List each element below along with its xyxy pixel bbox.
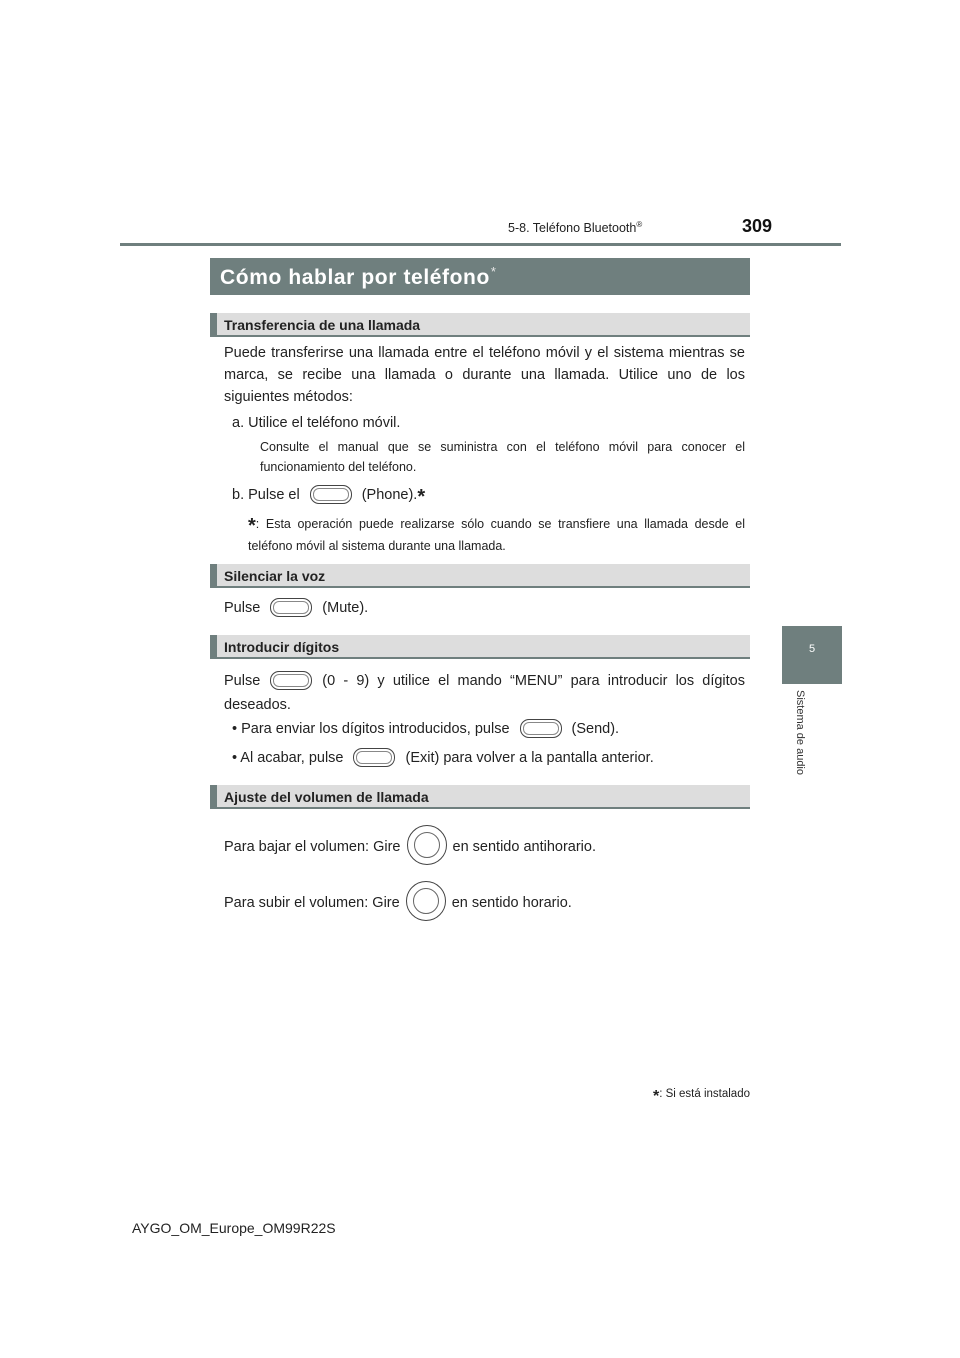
volume-knob-icon <box>406 881 446 921</box>
transfer-item-b <box>232 484 742 508</box>
subheading-transfer <box>210 313 750 337</box>
page-footnote-text: : Si está instalado <box>659 1088 750 1100</box>
mute-suffix: (Mute). <box>322 600 369 616</box>
volume-down-prefix: Para bajar el volumen: Gire <box>224 838 401 855</box>
subheading-volume-text: Ajuste del volumen de llamada <box>224 789 429 805</box>
transfer-footnote-text: : Esta operación puede realizarse sólo cuando se transfiere una llamada desde el teléfono móvil al sistema durante una llamada. <box>248 517 745 553</box>
digits-bullet-exit-suffix: (Exit) para volver a la pantalla anterior. <box>405 750 654 766</box>
transfer-intro: Puede transferirse una llamada entre el teléfono móvil y el sistema mientras se marca, se recibe una llamada o durante una llamada. Utilice uno de los siguientes métodos: <box>224 345 745 405</box>
item-b-asterisk: * <box>417 486 426 508</box>
mute-instruction <box>224 597 745 619</box>
digits-prefix: Pulse <box>224 673 261 689</box>
digits-bullet-exit-prefix: • Al acabar, pulse <box>232 750 344 766</box>
send-button-icon <box>520 719 562 738</box>
digits-bullet-exit <box>232 747 742 769</box>
transfer-item-b-suffix: (Phone). <box>361 487 418 503</box>
chapter-tab-label: Sistema de audio <box>794 690 806 775</box>
volume-up-suffix: en sentido horario. <box>451 894 572 911</box>
volume-down-instruction <box>224 827 745 867</box>
volume-up-instruction <box>224 883 745 923</box>
page-footnote <box>600 1088 750 1106</box>
header-rule <box>120 243 841 246</box>
subheading-transfer-text: Transferencia de una llamada <box>224 317 421 333</box>
section-header-text: 5-8. Teléfono Bluetooth <box>508 221 637 236</box>
chapter-tab: 5 <box>782 626 842 684</box>
document-code: AYGO_OM_Europe_OM99R22S <box>132 1220 336 1236</box>
transfer-item-a: a. Utilice el teléfono móvil. <box>232 415 401 431</box>
volume-knob-icon <box>407 825 447 865</box>
digits-instruction <box>224 669 745 717</box>
subheading-digits <box>210 635 750 659</box>
page-title-text: Cómo hablar por teléfono <box>220 266 490 289</box>
digits-suffix: (0 - 9) y utilice el mando “MENU” para introducir los dígitos deseados. <box>224 673 745 713</box>
mute-prefix: Pulse <box>224 600 261 616</box>
transfer-footnote <box>248 514 745 556</box>
page-title <box>220 264 497 290</box>
registered-mark: ® <box>636 220 643 229</box>
page-footnote-asterisk: * <box>652 1088 660 1105</box>
section-header <box>508 220 642 235</box>
footnote-asterisk: * <box>248 515 256 537</box>
page-number: 309 <box>742 216 773 236</box>
title-optional-mark: * <box>490 264 497 279</box>
subheading-mute-text: Silenciar la voz <box>224 568 326 584</box>
digits-bullet-send <box>232 718 742 740</box>
volume-up-prefix: Para subir el volumen: Gire <box>224 894 400 911</box>
page-title-bar <box>210 258 750 295</box>
phone-button-icon <box>310 485 352 504</box>
subheading-volume <box>210 785 750 809</box>
volume-down-suffix: en sentido antihorario. <box>452 838 596 855</box>
subheading-digits-text: Introducir dígitos <box>224 639 340 655</box>
mute-button-icon <box>270 598 312 617</box>
digit-buttons-icon <box>270 671 312 690</box>
transfer-item-a-note: Consulte el manual que se suministra con el teléfono móvil para conocer el funcionamiento del teléfono. <box>260 440 745 474</box>
transfer-item-b-prefix: b. Pulse el <box>232 487 300 503</box>
digits-bullet-send-suffix: (Send). <box>571 721 620 737</box>
subheading-mute <box>210 564 750 588</box>
exit-button-icon <box>353 748 395 767</box>
digits-bullet-send-prefix: • Para enviar los dígitos introducidos, pulse <box>232 721 510 737</box>
